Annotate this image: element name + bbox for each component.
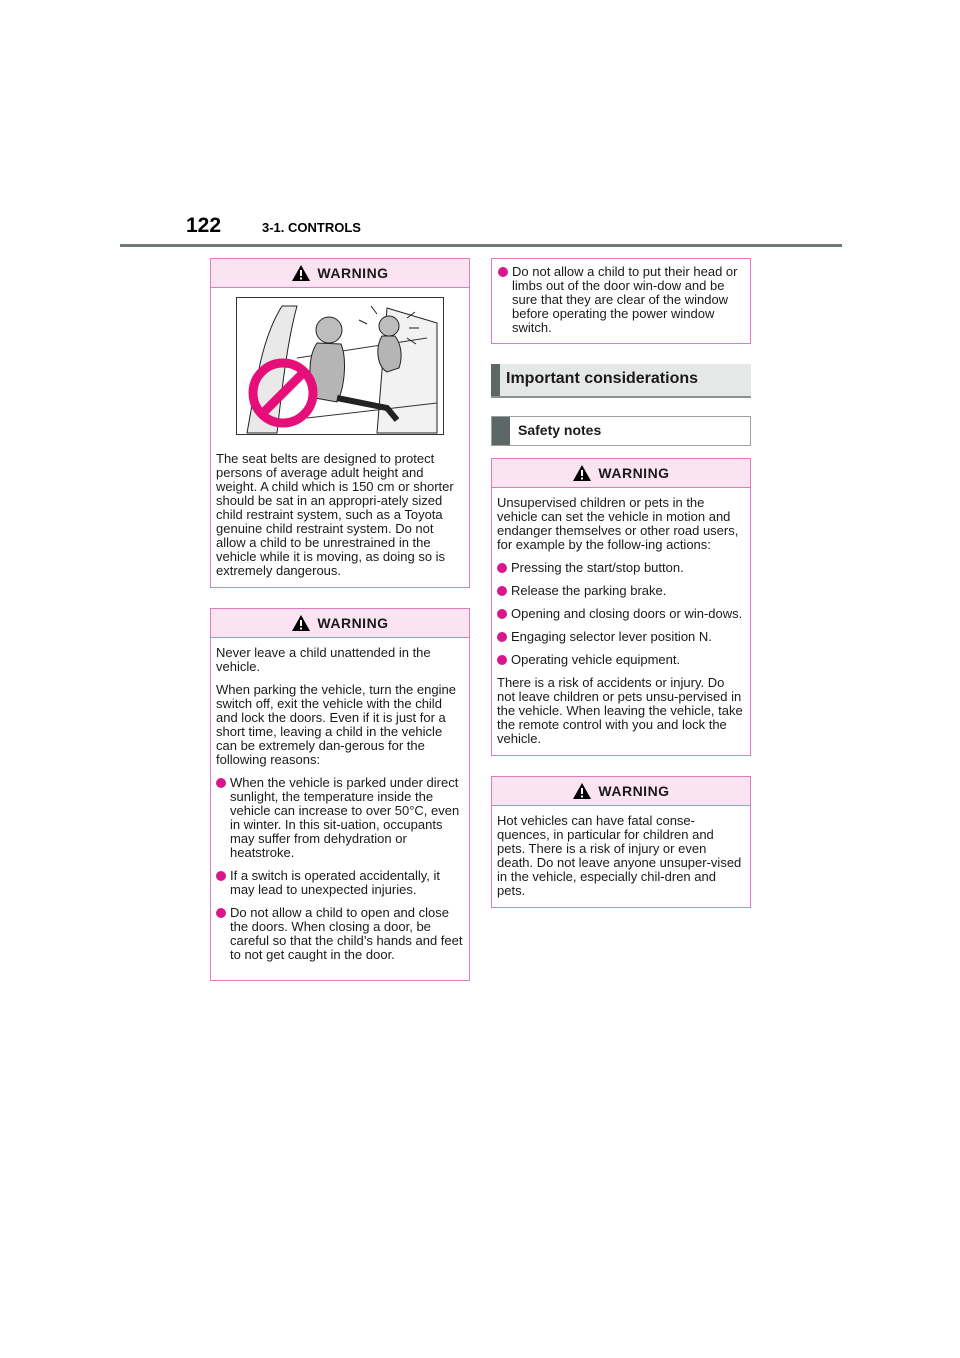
- warning-continuation-box: [491, 258, 751, 344]
- warning-text: Unsupervised children or pets in the vehicle can set the vehicle in motion and endanger themselves or other road users, for example by the follow-ing actions:: [497, 495, 739, 552]
- warning-triangle-icon: [572, 464, 592, 482]
- warning-triangle-icon: [572, 782, 592, 800]
- bullet-list: [498, 265, 744, 335]
- list-item: Engaging selector lever position N.: [497, 630, 745, 644]
- list-item: Pressing the start/stop button.: [497, 561, 745, 575]
- page-number: 122: [186, 214, 222, 237]
- subsection-heading-bar: [491, 416, 751, 446]
- warning-text: There is a risk of accidents or injury. Do not leave children or pets unsu-pervised in the vehicle. When leaving the vehicle, take the remote control with you and lock the vehicle.: [497, 675, 743, 746]
- warning-header: [211, 609, 469, 638]
- list-item: When the vehicle is parked under direct sunlight, the temperature inside the vehicle can increase to over 50°C, even in winter. In this sit-uation, occupants may suffer from dehydration or heatstroke.: [216, 776, 464, 860]
- warning-body: [492, 806, 750, 907]
- warning-triangle-icon: [291, 264, 311, 282]
- section-title: 3-1. CONTROLS: [262, 220, 361, 235]
- left-column: [210, 258, 470, 1001]
- warning-box-seatbelt: [210, 258, 470, 588]
- list-item: Operating vehicle equipment.: [497, 653, 745, 667]
- warning-triangle-icon: [291, 614, 311, 632]
- warning-box-unsupervised: [491, 458, 751, 756]
- bullet-list: [497, 561, 745, 667]
- bullet-list: [216, 776, 464, 962]
- warning-body: [492, 488, 750, 755]
- warning-title: WARNING: [598, 783, 670, 799]
- warning-body: [211, 444, 469, 587]
- list-item: Opening and closing doors or win-dows.: [497, 607, 745, 621]
- header-divider: [120, 244, 842, 247]
- warning-title: WARNING: [317, 265, 389, 281]
- warning-header: [211, 259, 469, 288]
- child-unrestrained-illustration: [236, 297, 444, 435]
- section-heading-bar: [491, 364, 751, 396]
- warning-header: [492, 777, 750, 806]
- right-column: [491, 258, 751, 928]
- warning-box-unattended: [210, 608, 470, 981]
- warning-title: WARNING: [317, 615, 389, 631]
- list-item: Do not allow a child to open and close the doors. When closing a door, be careful so that the child’s hands and feet to not get caught in the door.: [216, 906, 464, 962]
- list-item: Release the parking brake.: [497, 584, 745, 598]
- warning-box-hot-vehicle: [491, 776, 751, 908]
- warning-header: [492, 459, 750, 488]
- warning-text: When parking the vehicle, turn the engine switch off, exit the vehicle with the child and lock the doors. Even if it is just for a short time, leaving a child in the vehicle can be extremely dan-gerous for the following reasons:: [216, 682, 456, 767]
- section-heading: Important considerations: [506, 370, 699, 387]
- subsection-heading: Safety notes: [518, 422, 602, 438]
- warning-text: Hot vehicles can have fatal conse-quences, in particular for children and pets. There is a risk of injury or even death. Do not leave anyone unsuper-vised in the vehicle, especially chil-dren and pets.: [497, 813, 742, 898]
- warning-text: The seat belts are designed to protect persons of average adult height and weight. A child which is 150 cm or shorter should be sat in an appropri-ately sized child restraint system, such as a Toyota genuine child restraint system. Do not allow a child to be unrestrained in the vehicle while it is moving, as doing so is extremely dangerous.: [216, 451, 454, 578]
- list-item: If a switch is operated accidentally, it may lead to unexpected injuries.: [216, 869, 464, 897]
- list-item: Do not allow a child to put their head or limbs out of the door win-dow and be sure that they are clear of the window before operating the power window switch.: [498, 265, 744, 335]
- warning-body: [211, 638, 469, 980]
- warning-title: WARNING: [598, 465, 670, 481]
- warning-text: Never leave a child unattended in the vehicle.: [216, 645, 431, 674]
